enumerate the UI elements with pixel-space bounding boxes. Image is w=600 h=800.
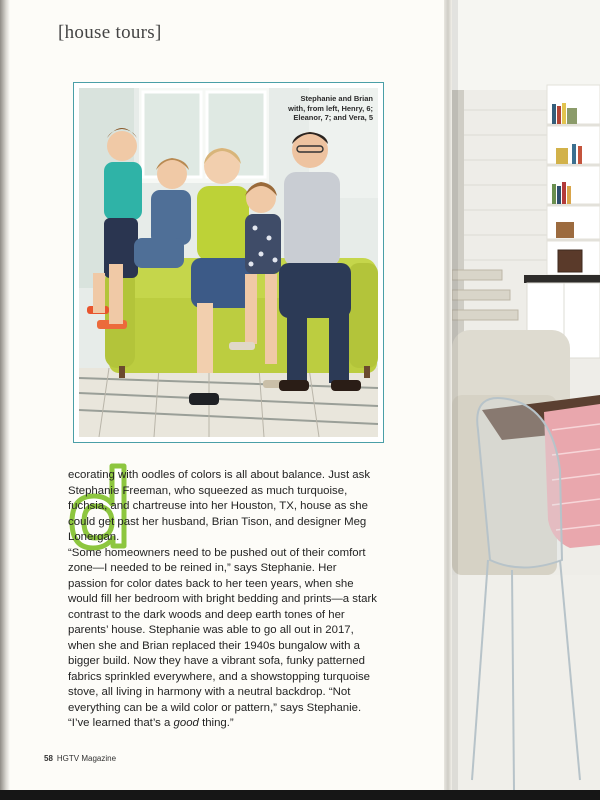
family-photo-frame — [73, 82, 384, 443]
article-lead-text: ecorating with oodles of colors is all about balance. Just ask Stephanie Freeman, who squeezed as much turquoise, fuchsia, and chartreuse into her Houston, TX, house as she could get past her husband, Brian Tison, and designer Meg Lonergan. — [68, 469, 371, 543]
article-ending: thing.” — [202, 717, 234, 729]
family-photo-illustration — [79, 88, 378, 437]
magazine-name: HGTV Magazine — [56, 754, 117, 763]
page-folio — [44, 754, 116, 763]
interior-photo — [452, 0, 600, 790]
right-page-photo — [452, 0, 600, 790]
article-paragraph — [68, 546, 378, 732]
article-paragraph-text: “Some homeowners need to be pushed out of their comfort zone—I needed to be reined in,” says Stephanie. Her passion for color dates back to her teen years, when she would fill her bedroom with bright bedding and prints—a stark contrast to the dark woods and deep earth tones of her parents’ house. Stephanie was able to go all out in 2017, when she and Brian replaced their 1940s bungalow with a bigger build. Now they have a vibrant sofa, funky patterned fabrics sprinkled everywhere, and a showstopping turquoise stove, all living in harmony with a neutral backdrop. “Not everything can be a wild color or pattern,” says Stephanie. “I’ve learned that’s a — [68, 546, 377, 729]
article-emphasis: good — [173, 717, 199, 729]
article-lead-paragraph — [68, 468, 378, 546]
page-number: 58 — [44, 754, 53, 763]
page-binding-shadow — [0, 0, 10, 790]
page-gutter — [444, 0, 452, 790]
family-photo — [79, 88, 378, 437]
article-body — [68, 468, 378, 732]
section-label: [house tours] — [58, 22, 162, 43]
photo-caption: Stephanie and Brian with, from left, Henry, 6; Eleanor, 7; and Vera, 5 — [288, 94, 373, 122]
scan-edge — [0, 790, 600, 800]
